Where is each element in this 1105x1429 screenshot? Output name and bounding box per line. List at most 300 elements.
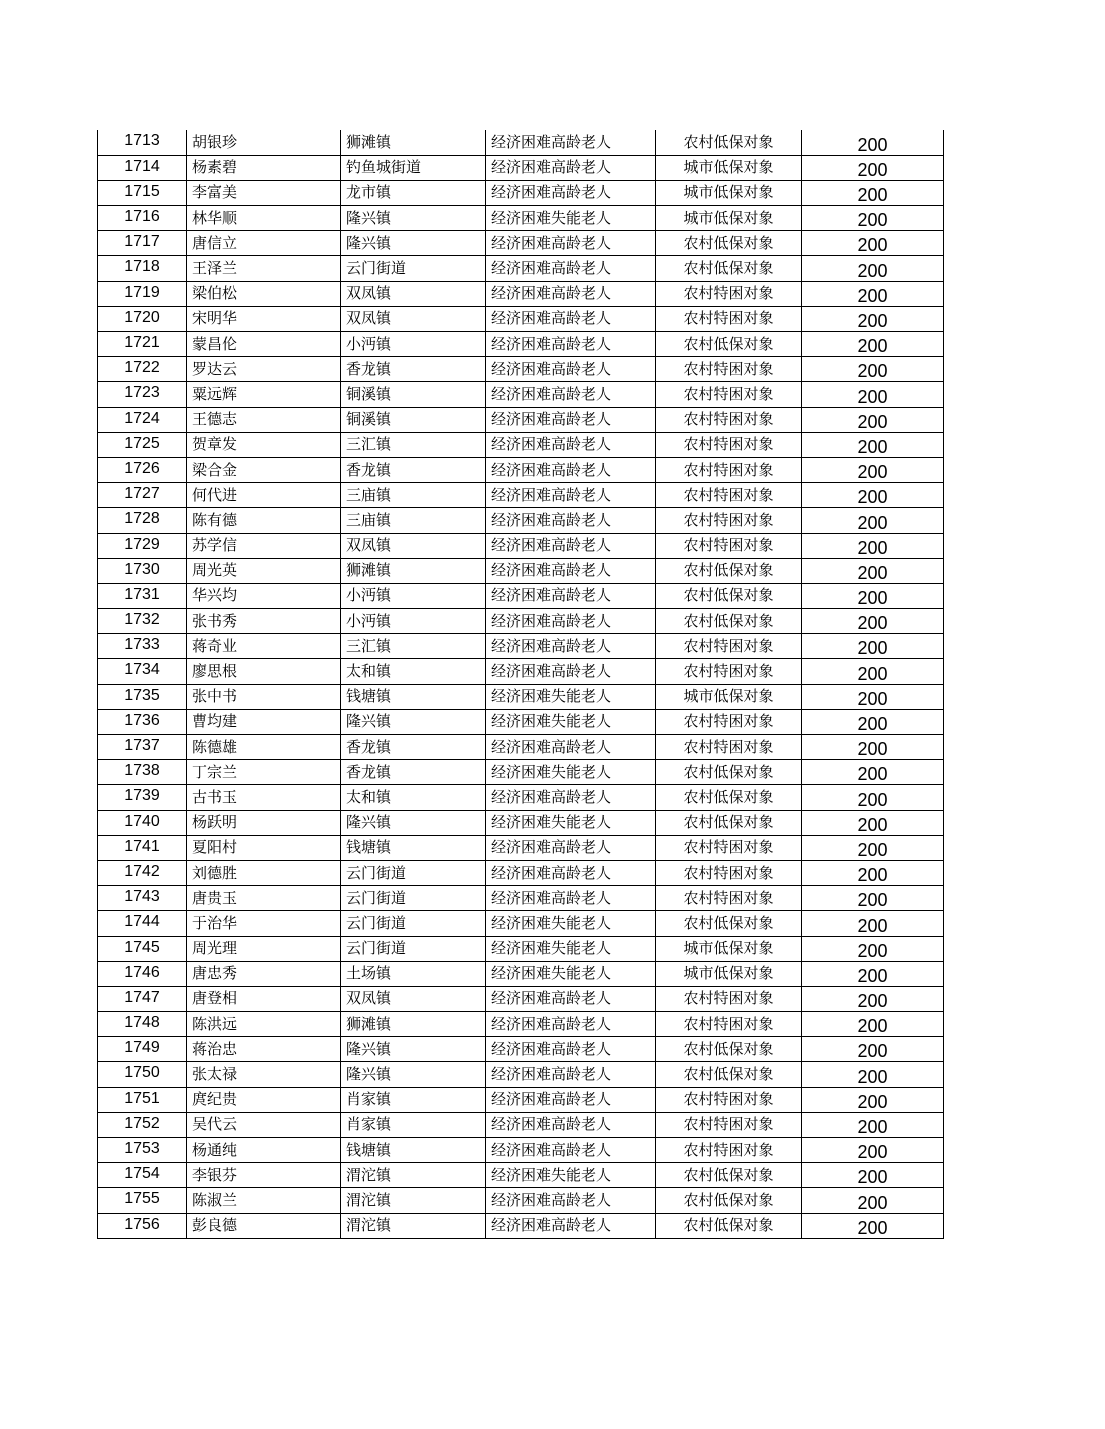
cell-name: 宋明华 xyxy=(187,306,341,331)
cell-number: 1754 xyxy=(98,1163,187,1188)
cell-name: 杨素碧 xyxy=(187,155,341,180)
cell-number: 1714 xyxy=(98,155,187,180)
cell-number: 1717 xyxy=(98,231,187,256)
cell-amount: 200 xyxy=(802,886,944,911)
cell-amount: 200 xyxy=(802,206,944,231)
cell-number: 1737 xyxy=(98,735,187,760)
cell-town: 双凤镇 xyxy=(341,986,486,1011)
cell-number: 1742 xyxy=(98,860,187,885)
cell-category: 经济困难高龄老人 xyxy=(486,986,656,1011)
cell-category: 经济困难高龄老人 xyxy=(486,634,656,659)
cell-assistance-type: 农村低保对象 xyxy=(656,911,802,936)
table-row xyxy=(98,382,944,407)
cell-name: 何代进 xyxy=(187,483,341,508)
cell-category: 经济困难高龄老人 xyxy=(486,457,656,482)
cell-number: 1728 xyxy=(98,508,187,533)
cell-amount: 200 xyxy=(802,1012,944,1037)
cell-category: 经济困难高龄老人 xyxy=(486,180,656,205)
cell-name: 粟远辉 xyxy=(187,382,341,407)
table-row xyxy=(98,457,944,482)
cell-name: 张太禄 xyxy=(187,1062,341,1087)
cell-town: 香龙镇 xyxy=(341,357,486,382)
table-row xyxy=(98,1012,944,1037)
cell-name: 唐登相 xyxy=(187,986,341,1011)
cell-assistance-type: 农村低保对象 xyxy=(656,332,802,357)
cell-number: 1723 xyxy=(98,382,187,407)
cell-assistance-type: 农村低保对象 xyxy=(656,130,802,155)
cell-assistance-type: 农村特困对象 xyxy=(656,407,802,432)
cell-name: 王泽兰 xyxy=(187,256,341,281)
cell-number: 1726 xyxy=(98,457,187,482)
cell-town: 狮滩镇 xyxy=(341,130,486,155)
table-row xyxy=(98,231,944,256)
cell-amount: 200 xyxy=(802,986,944,1011)
cell-amount: 200 xyxy=(802,785,944,810)
cell-amount: 200 xyxy=(802,130,944,155)
cell-assistance-type: 农村特困对象 xyxy=(656,835,802,860)
cell-assistance-type: 农村特困对象 xyxy=(656,634,802,659)
cell-amount: 200 xyxy=(802,180,944,205)
cell-number: 1730 xyxy=(98,558,187,583)
cell-number: 1752 xyxy=(98,1112,187,1137)
cell-category: 经济困难失能老人 xyxy=(486,961,656,986)
cell-amount: 200 xyxy=(802,407,944,432)
cell-town: 三汇镇 xyxy=(341,432,486,457)
cell-assistance-type: 农村低保对象 xyxy=(656,583,802,608)
table-row xyxy=(98,659,944,684)
table-row xyxy=(98,860,944,885)
cell-category: 经济困难失能老人 xyxy=(486,709,656,734)
cell-category: 经济困难高龄老人 xyxy=(486,1062,656,1087)
table-row xyxy=(98,760,944,785)
cell-name: 罗达云 xyxy=(187,357,341,382)
table-row xyxy=(98,432,944,457)
cell-amount: 200 xyxy=(802,835,944,860)
cell-category: 经济困难高龄老人 xyxy=(486,558,656,583)
cell-number: 1733 xyxy=(98,634,187,659)
cell-town: 隆兴镇 xyxy=(341,1062,486,1087)
cell-town: 铜溪镇 xyxy=(341,407,486,432)
table-row xyxy=(98,180,944,205)
cell-number: 1747 xyxy=(98,986,187,1011)
cell-assistance-type: 农村低保对象 xyxy=(656,1213,802,1238)
cell-assistance-type: 农村特困对象 xyxy=(656,659,802,684)
cell-town: 云门街道 xyxy=(341,256,486,281)
cell-name: 周光英 xyxy=(187,558,341,583)
cell-town: 三汇镇 xyxy=(341,634,486,659)
cell-assistance-type: 城市低保对象 xyxy=(656,936,802,961)
cell-town: 小沔镇 xyxy=(341,583,486,608)
cell-category: 经济困难高龄老人 xyxy=(486,407,656,432)
cell-town: 狮滩镇 xyxy=(341,558,486,583)
cell-name: 唐贵玉 xyxy=(187,886,341,911)
cell-assistance-type: 农村低保对象 xyxy=(656,785,802,810)
cell-number: 1721 xyxy=(98,332,187,357)
table-row xyxy=(98,483,944,508)
table-row xyxy=(98,634,944,659)
cell-amount: 200 xyxy=(802,936,944,961)
cell-name: 蒙昌伦 xyxy=(187,332,341,357)
cell-amount: 200 xyxy=(802,961,944,986)
table-row xyxy=(98,130,944,155)
cell-name: 彭良德 xyxy=(187,1213,341,1238)
table-row xyxy=(98,332,944,357)
cell-category: 经济困难高龄老人 xyxy=(486,609,656,634)
cell-town: 龙市镇 xyxy=(341,180,486,205)
cell-number: 1741 xyxy=(98,835,187,860)
cell-amount: 200 xyxy=(802,634,944,659)
cell-amount: 200 xyxy=(802,558,944,583)
cell-number: 1751 xyxy=(98,1087,187,1112)
table-row xyxy=(98,1112,944,1137)
table-row xyxy=(98,155,944,180)
cell-category: 经济困难失能老人 xyxy=(486,760,656,785)
table-row xyxy=(98,936,944,961)
cell-number: 1713 xyxy=(98,130,187,155)
cell-assistance-type: 农村特困对象 xyxy=(656,986,802,1011)
cell-assistance-type: 农村低保对象 xyxy=(656,609,802,634)
cell-town: 钱塘镇 xyxy=(341,684,486,709)
table-row xyxy=(98,961,944,986)
cell-amount: 200 xyxy=(802,760,944,785)
cell-number: 1738 xyxy=(98,760,187,785)
cell-amount: 200 xyxy=(802,382,944,407)
cell-name: 陈淑兰 xyxy=(187,1188,341,1213)
cell-number: 1736 xyxy=(98,709,187,734)
cell-number: 1735 xyxy=(98,684,187,709)
cell-town: 香龙镇 xyxy=(341,760,486,785)
cell-category: 经济困难高龄老人 xyxy=(486,860,656,885)
cell-number: 1722 xyxy=(98,357,187,382)
cell-category: 经济困难高龄老人 xyxy=(486,583,656,608)
cell-assistance-type: 农村低保对象 xyxy=(656,1037,802,1062)
cell-amount: 200 xyxy=(802,1087,944,1112)
cell-name: 古书玉 xyxy=(187,785,341,810)
cell-assistance-type: 农村特困对象 xyxy=(656,709,802,734)
table-row xyxy=(98,835,944,860)
cell-amount: 200 xyxy=(802,1188,944,1213)
table-row xyxy=(98,735,944,760)
table-row xyxy=(98,1163,944,1188)
cell-town: 香龙镇 xyxy=(341,457,486,482)
cell-assistance-type: 农村特困对象 xyxy=(656,382,802,407)
table-row xyxy=(98,306,944,331)
cell-amount: 200 xyxy=(802,533,944,558)
cell-category: 经济困难失能老人 xyxy=(486,810,656,835)
cell-town: 太和镇 xyxy=(341,659,486,684)
cell-amount: 200 xyxy=(802,155,944,180)
cell-town: 云门街道 xyxy=(341,886,486,911)
cell-assistance-type: 农村特困对象 xyxy=(656,1012,802,1037)
cell-assistance-type: 农村特困对象 xyxy=(656,886,802,911)
cell-town: 隆兴镇 xyxy=(341,206,486,231)
cell-number: 1745 xyxy=(98,936,187,961)
cell-number: 1720 xyxy=(98,306,187,331)
cell-name: 张中书 xyxy=(187,684,341,709)
cell-amount: 200 xyxy=(802,1213,944,1238)
cell-assistance-type: 农村特困对象 xyxy=(656,533,802,558)
cell-assistance-type: 农村低保对象 xyxy=(656,231,802,256)
table-row xyxy=(98,810,944,835)
cell-amount: 200 xyxy=(802,1112,944,1137)
table-row xyxy=(98,583,944,608)
table-row xyxy=(98,609,944,634)
cell-number: 1749 xyxy=(98,1037,187,1062)
cell-town: 钱塘镇 xyxy=(341,1138,486,1163)
cell-amount: 200 xyxy=(802,911,944,936)
cell-category: 经济困难高龄老人 xyxy=(486,483,656,508)
cell-assistance-type: 农村特困对象 xyxy=(656,1138,802,1163)
table-row xyxy=(98,357,944,382)
cell-category: 经济困难高龄老人 xyxy=(486,508,656,533)
cell-category: 经济困难高龄老人 xyxy=(486,659,656,684)
cell-assistance-type: 城市低保对象 xyxy=(656,206,802,231)
table-row xyxy=(98,281,944,306)
cell-name: 华兴均 xyxy=(187,583,341,608)
table-row xyxy=(98,911,944,936)
cell-town: 双凤镇 xyxy=(341,533,486,558)
cell-number: 1716 xyxy=(98,206,187,231)
cell-category: 经济困难高龄老人 xyxy=(486,886,656,911)
cell-town: 云门街道 xyxy=(341,936,486,961)
cell-assistance-type: 城市低保对象 xyxy=(656,180,802,205)
cell-name: 曹均建 xyxy=(187,709,341,734)
cell-amount: 200 xyxy=(802,508,944,533)
cell-category: 经济困难高龄老人 xyxy=(486,155,656,180)
cell-name: 杨跃明 xyxy=(187,810,341,835)
cell-number: 1755 xyxy=(98,1188,187,1213)
table-row xyxy=(98,558,944,583)
cell-name: 刘德胜 xyxy=(187,860,341,885)
cell-assistance-type: 农村特困对象 xyxy=(656,1112,802,1137)
cell-town: 太和镇 xyxy=(341,785,486,810)
cell-town: 渭沱镇 xyxy=(341,1188,486,1213)
table-row xyxy=(98,1188,944,1213)
cell-name: 陈有德 xyxy=(187,508,341,533)
cell-town: 云门街道 xyxy=(341,860,486,885)
cell-category: 经济困难高龄老人 xyxy=(486,1012,656,1037)
table-row xyxy=(98,986,944,1011)
cell-name: 唐忠秀 xyxy=(187,961,341,986)
cell-name: 王德志 xyxy=(187,407,341,432)
cell-name: 贺章发 xyxy=(187,432,341,457)
table-row xyxy=(98,508,944,533)
cell-name: 梁合金 xyxy=(187,457,341,482)
cell-name: 李银芬 xyxy=(187,1163,341,1188)
cell-amount: 200 xyxy=(802,735,944,760)
cell-number: 1739 xyxy=(98,785,187,810)
cell-amount: 200 xyxy=(802,332,944,357)
cell-category: 经济困难高龄老人 xyxy=(486,1112,656,1137)
cell-category: 经济困难高龄老人 xyxy=(486,281,656,306)
cell-name: 唐信立 xyxy=(187,231,341,256)
cell-assistance-type: 农村特困对象 xyxy=(656,508,802,533)
records-table xyxy=(97,130,944,1239)
cell-category: 经济困难失能老人 xyxy=(486,911,656,936)
cell-town: 土场镇 xyxy=(341,961,486,986)
cell-category: 经济困难高龄老人 xyxy=(486,1037,656,1062)
cell-town: 铜溪镇 xyxy=(341,382,486,407)
cell-amount: 200 xyxy=(802,357,944,382)
table-row xyxy=(98,407,944,432)
cell-amount: 200 xyxy=(802,256,944,281)
cell-assistance-type: 农村特困对象 xyxy=(656,306,802,331)
table-row xyxy=(98,684,944,709)
cell-category: 经济困难高龄老人 xyxy=(486,835,656,860)
cell-assistance-type: 城市低保对象 xyxy=(656,684,802,709)
cell-number: 1719 xyxy=(98,281,187,306)
cell-category: 经济困难高龄老人 xyxy=(486,256,656,281)
cell-name: 周光理 xyxy=(187,936,341,961)
cell-assistance-type: 农村特困对象 xyxy=(656,1087,802,1112)
cell-category: 经济困难高龄老人 xyxy=(486,1087,656,1112)
cell-name: 张书秀 xyxy=(187,609,341,634)
table-row xyxy=(98,533,944,558)
cell-amount: 200 xyxy=(802,281,944,306)
cell-assistance-type: 农村特困对象 xyxy=(656,357,802,382)
cell-assistance-type: 农村低保对象 xyxy=(656,1163,802,1188)
cell-town: 三庙镇 xyxy=(341,508,486,533)
cell-town: 钓鱼城街道 xyxy=(341,155,486,180)
cell-town: 小沔镇 xyxy=(341,609,486,634)
cell-assistance-type: 农村特困对象 xyxy=(656,432,802,457)
table-row xyxy=(98,256,944,281)
cell-amount: 200 xyxy=(802,1138,944,1163)
cell-assistance-type: 农村低保对象 xyxy=(656,256,802,281)
cell-category: 经济困难高龄老人 xyxy=(486,231,656,256)
cell-name: 陈德雄 xyxy=(187,735,341,760)
cell-town: 隆兴镇 xyxy=(341,810,486,835)
cell-amount: 200 xyxy=(802,860,944,885)
table-row xyxy=(98,1213,944,1238)
table-row xyxy=(98,206,944,231)
cell-number: 1727 xyxy=(98,483,187,508)
cell-number: 1746 xyxy=(98,961,187,986)
cell-town: 肖家镇 xyxy=(341,1087,486,1112)
cell-number: 1724 xyxy=(98,407,187,432)
cell-assistance-type: 农村特困对象 xyxy=(656,281,802,306)
cell-name: 陈洪远 xyxy=(187,1012,341,1037)
cell-name: 胡银珍 xyxy=(187,130,341,155)
cell-town: 隆兴镇 xyxy=(341,1037,486,1062)
cell-assistance-type: 农村低保对象 xyxy=(656,1188,802,1213)
cell-amount: 200 xyxy=(802,684,944,709)
cell-name: 苏学信 xyxy=(187,533,341,558)
cell-name: 吴代云 xyxy=(187,1112,341,1137)
cell-number: 1729 xyxy=(98,533,187,558)
cell-category: 经济困难失能老人 xyxy=(486,1163,656,1188)
cell-assistance-type: 农村特困对象 xyxy=(656,457,802,482)
cell-name: 林华顺 xyxy=(187,206,341,231)
cell-number: 1748 xyxy=(98,1012,187,1037)
cell-name: 于治华 xyxy=(187,911,341,936)
cell-amount: 200 xyxy=(802,659,944,684)
cell-assistance-type: 农村低保对象 xyxy=(656,1062,802,1087)
cell-assistance-type: 农村低保对象 xyxy=(656,558,802,583)
table-row xyxy=(98,785,944,810)
cell-town: 双凤镇 xyxy=(341,306,486,331)
table-row xyxy=(98,1087,944,1112)
cell-town: 小沔镇 xyxy=(341,332,486,357)
cell-town: 肖家镇 xyxy=(341,1112,486,1137)
cell-amount: 200 xyxy=(802,1062,944,1087)
cell-assistance-type: 农村低保对象 xyxy=(656,810,802,835)
cell-category: 经济困难高龄老人 xyxy=(486,357,656,382)
cell-amount: 200 xyxy=(802,1163,944,1188)
cell-category: 经济困难高龄老人 xyxy=(486,1213,656,1238)
cell-town: 渭沱镇 xyxy=(341,1163,486,1188)
cell-town: 香龙镇 xyxy=(341,735,486,760)
cell-amount: 200 xyxy=(802,483,944,508)
cell-category: 经济困难失能老人 xyxy=(486,206,656,231)
cell-number: 1725 xyxy=(98,432,187,457)
cell-assistance-type: 农村特困对象 xyxy=(656,735,802,760)
cell-category: 经济困难高龄老人 xyxy=(486,432,656,457)
cell-number: 1740 xyxy=(98,810,187,835)
cell-amount: 200 xyxy=(802,709,944,734)
cell-name: 李富美 xyxy=(187,180,341,205)
cell-category: 经济困难失能老人 xyxy=(486,936,656,961)
cell-number: 1753 xyxy=(98,1138,187,1163)
cell-category: 经济困难高龄老人 xyxy=(486,130,656,155)
table-row xyxy=(98,886,944,911)
cell-assistance-type: 农村特困对象 xyxy=(656,860,802,885)
cell-town: 双凤镇 xyxy=(341,281,486,306)
cell-category: 经济困难失能老人 xyxy=(486,684,656,709)
cell-name: 丁宗兰 xyxy=(187,760,341,785)
cell-category: 经济困难高龄老人 xyxy=(486,533,656,558)
cell-amount: 200 xyxy=(802,432,944,457)
cell-amount: 200 xyxy=(802,609,944,634)
cell-category: 经济困难高龄老人 xyxy=(486,382,656,407)
cell-name: 杨通纯 xyxy=(187,1138,341,1163)
cell-assistance-type: 农村特困对象 xyxy=(656,483,802,508)
cell-number: 1744 xyxy=(98,911,187,936)
cell-amount: 200 xyxy=(802,1037,944,1062)
cell-amount: 200 xyxy=(802,583,944,608)
cell-town: 三庙镇 xyxy=(341,483,486,508)
cell-assistance-type: 城市低保对象 xyxy=(656,155,802,180)
cell-amount: 200 xyxy=(802,306,944,331)
cell-name: 庹纪贵 xyxy=(187,1087,341,1112)
cell-number: 1743 xyxy=(98,886,187,911)
cell-name: 梁伯松 xyxy=(187,281,341,306)
cell-category: 经济困难高龄老人 xyxy=(486,1188,656,1213)
records-body xyxy=(98,130,944,1238)
cell-name: 蒋治忠 xyxy=(187,1037,341,1062)
cell-assistance-type: 城市低保对象 xyxy=(656,961,802,986)
cell-name: 夏阳村 xyxy=(187,835,341,860)
cell-name: 廖思根 xyxy=(187,659,341,684)
cell-amount: 200 xyxy=(802,231,944,256)
table-row xyxy=(98,1062,944,1087)
cell-town: 云门街道 xyxy=(341,911,486,936)
table-row xyxy=(98,709,944,734)
cell-number: 1732 xyxy=(98,609,187,634)
cell-town: 隆兴镇 xyxy=(341,231,486,256)
cell-category: 经济困难高龄老人 xyxy=(486,1138,656,1163)
cell-number: 1731 xyxy=(98,583,187,608)
cell-town: 隆兴镇 xyxy=(341,709,486,734)
cell-assistance-type: 农村低保对象 xyxy=(656,760,802,785)
cell-town: 钱塘镇 xyxy=(341,835,486,860)
cell-amount: 200 xyxy=(802,457,944,482)
cell-name: 蒋奇业 xyxy=(187,634,341,659)
cell-number: 1715 xyxy=(98,180,187,205)
cell-number: 1718 xyxy=(98,256,187,281)
cell-number: 1734 xyxy=(98,659,187,684)
cell-town: 狮滩镇 xyxy=(341,1012,486,1037)
